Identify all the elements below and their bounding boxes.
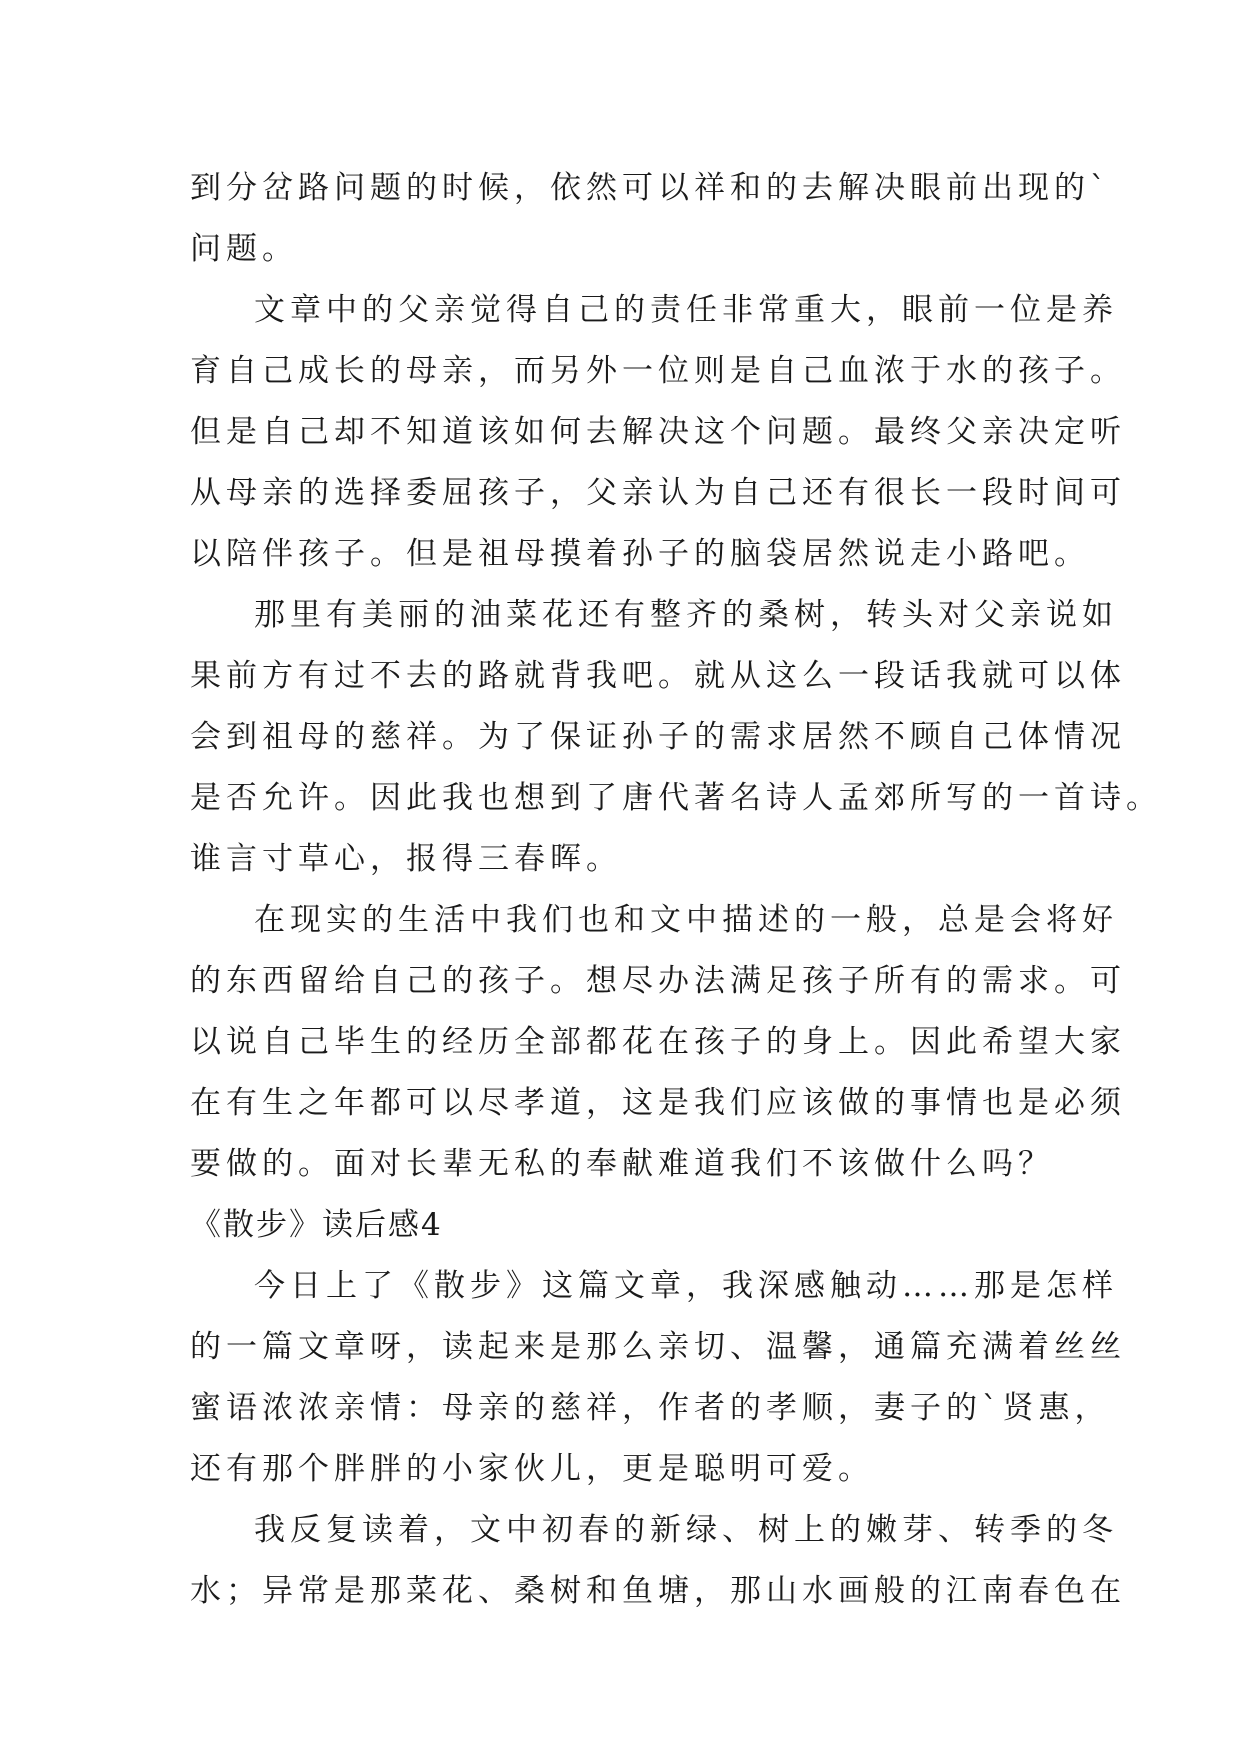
- paragraph: [190, 1256, 1126, 1500]
- text-line: 但是自己却不知道该如何去解决这个问题。最终父亲决定听: [190, 414, 1126, 450]
- text-line: 谁言寸草心，报得三春晖。: [190, 841, 622, 877]
- paragraph: [190, 280, 1126, 585]
- text-line: 在现实的生活中我们也和文中描述的一般，总是会将好: [254, 902, 1118, 938]
- section-heading: 《散步》读后感4: [190, 1207, 443, 1243]
- text-line: 的一篇文章呀，读起来是那么亲切、温馨，通篇充满着丝丝: [190, 1329, 1126, 1365]
- text-line: 的东西留给自己的孩子。想尽办法满足孩子所有的需求。可: [190, 963, 1126, 999]
- paragraph: [190, 890, 1126, 1195]
- text-line: 那里有美丽的油菜花还有整齐的桑树，转头对父亲说如: [254, 597, 1118, 633]
- text-line: 问题。: [190, 231, 298, 267]
- document-body: [190, 158, 1162, 1622]
- text-line: 果前方有过不去的路就背我吧。就从这么一段话我就可以体: [190, 658, 1126, 694]
- text-line: 会到祖母的慈祥。为了保证孙子的需求居然不顾自己体情况: [190, 719, 1126, 755]
- text-line: 从母亲的选择委屈孩子，父亲认为自己还有很长一段时间可: [190, 475, 1126, 511]
- text-line: 还有那个胖胖的小家伙儿，更是聪明可爱。: [190, 1451, 874, 1487]
- text-line: 蜜语浓浓亲情：母亲的慈祥，作者的孝顺，妻子的`贤惠，: [190, 1390, 1111, 1426]
- text-line: 以说自己毕生的经历全部都花在孩子的身上。因此希望大家: [190, 1024, 1126, 1060]
- paragraph: [190, 1500, 1126, 1622]
- paragraph: [190, 585, 1162, 890]
- text-line: 要做的。面对长辈无私的奉献难道我们不该做什么吗？: [190, 1146, 1054, 1182]
- text-line: 水；异常是那菜花、桑树和鱼塘，那山水画般的江南春色在: [190, 1573, 1126, 1609]
- text-line: 我反复读着，文中初春的新绿、树上的嫩芽、转季的冬: [254, 1512, 1118, 1548]
- text-line: 育自己成长的母亲，而另外一位则是自己血浓于水的孩子。: [190, 353, 1126, 389]
- text-line: 在有生之年都可以尽孝道，这是我们应该做的事情也是必须: [190, 1085, 1126, 1121]
- text-line: 是否允许。因此我也想到了唐代著名诗人孟郊所写的一首诗。: [190, 780, 1162, 816]
- text-line: 文章中的父亲觉得自己的责任非常重大，眼前一位是养: [254, 292, 1118, 328]
- text-line: 到分岔路问题的时候，依然可以祥和的去解决眼前出现的`: [190, 170, 1111, 206]
- paragraph: [190, 158, 1111, 280]
- text-line: 今日上了《散步》这篇文章，我深感触动……那是怎样: [254, 1268, 1118, 1304]
- text-line: 以陪伴孩子。但是祖母摸着孙子的脑袋居然说走小路吧。: [190, 536, 1090, 572]
